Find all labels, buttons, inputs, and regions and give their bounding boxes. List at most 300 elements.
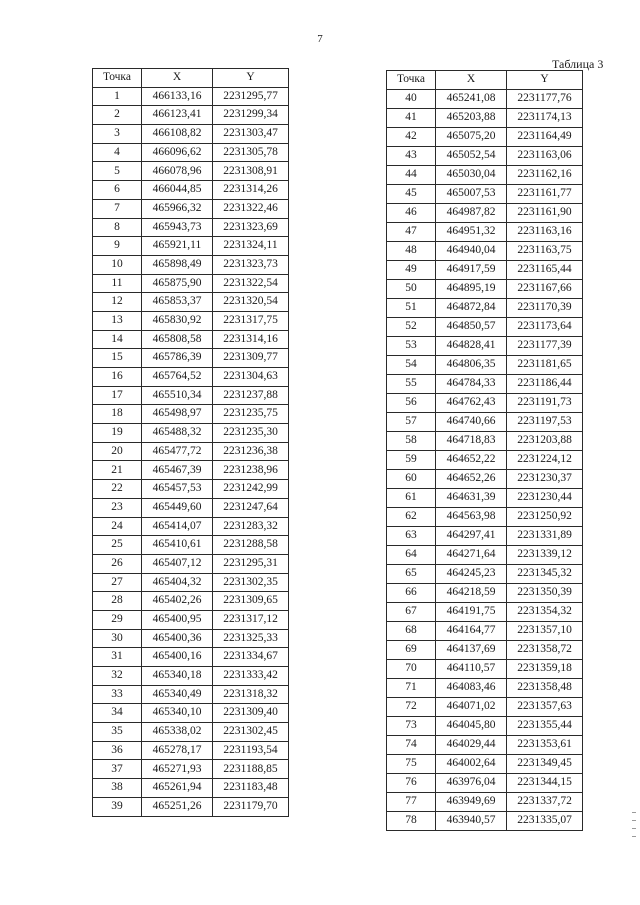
x-coordinate-cell: 464718,83 xyxy=(436,432,507,451)
y-coordinate-cell: 2231318,32 xyxy=(213,685,289,704)
table-row xyxy=(93,704,289,723)
x-coordinate-cell: 465498,97 xyxy=(142,405,213,424)
x-coordinate-cell: 465261,94 xyxy=(142,779,213,798)
point-number-cell: 30 xyxy=(93,629,142,648)
table-row xyxy=(93,797,289,816)
table-row xyxy=(387,679,583,698)
point-number-cell: 23 xyxy=(93,498,142,517)
margin-mark xyxy=(632,812,636,813)
y-coordinate-cell: 2231237,88 xyxy=(213,386,289,405)
x-coordinate-cell: 465943,73 xyxy=(142,218,213,237)
x-coordinate-cell: 464652,22 xyxy=(436,451,507,470)
point-number-cell: 59 xyxy=(387,451,436,470)
y-coordinate-cell: 2231359,18 xyxy=(507,660,583,679)
point-number-cell: 7 xyxy=(93,199,142,218)
x-coordinate-cell: 466096,62 xyxy=(142,143,213,162)
x-coordinate-cell: 465338,02 xyxy=(142,723,213,742)
x-coordinate-cell: 465251,26 xyxy=(142,797,213,816)
x-coordinate-cell: 464951,32 xyxy=(436,223,507,242)
point-number-cell: 21 xyxy=(93,461,142,480)
point-number-cell: 47 xyxy=(387,223,436,242)
x-coordinate-cell: 465404,32 xyxy=(142,573,213,592)
y-coordinate-cell: 2231303,47 xyxy=(213,125,289,144)
point-number-cell: 71 xyxy=(387,679,436,698)
table-row xyxy=(93,368,289,387)
x-coordinate-cell: 465075,20 xyxy=(436,128,507,147)
point-number-cell: 77 xyxy=(387,793,436,812)
y-coordinate-cell: 2231322,54 xyxy=(213,274,289,293)
table-row xyxy=(93,386,289,405)
table-row xyxy=(93,573,289,592)
x-coordinate-cell: 463976,04 xyxy=(436,774,507,793)
point-number-cell: 40 xyxy=(387,90,436,109)
y-coordinate-cell: 2231188,85 xyxy=(213,760,289,779)
y-coordinate-cell: 2231302,45 xyxy=(213,723,289,742)
x-coordinate-cell: 464895,19 xyxy=(436,280,507,299)
table-row xyxy=(93,480,289,499)
x-coordinate-cell: 465052,54 xyxy=(436,147,507,166)
table-row xyxy=(387,812,583,831)
point-number-cell: 45 xyxy=(387,185,436,204)
header-y: Y xyxy=(213,69,289,88)
y-coordinate-cell: 2231344,15 xyxy=(507,774,583,793)
y-coordinate-cell: 2231242,99 xyxy=(213,480,289,499)
y-coordinate-cell: 2231305,78 xyxy=(213,143,289,162)
y-coordinate-cell: 2231165,44 xyxy=(507,261,583,280)
y-coordinate-cell: 2231350,39 xyxy=(507,584,583,603)
point-number-cell: 64 xyxy=(387,546,436,565)
x-coordinate-cell: 464083,46 xyxy=(436,679,507,698)
table-row xyxy=(387,660,583,679)
y-coordinate-cell: 2231317,75 xyxy=(213,311,289,330)
x-coordinate-cell: 465007,53 xyxy=(436,185,507,204)
y-coordinate-cell: 2231250,92 xyxy=(507,508,583,527)
header-point: Точка xyxy=(387,71,436,90)
table-row xyxy=(93,330,289,349)
y-coordinate-cell: 2231317,12 xyxy=(213,610,289,629)
y-coordinate-cell: 2231357,63 xyxy=(507,698,583,717)
point-number-cell: 15 xyxy=(93,349,142,368)
x-coordinate-cell: 464297,41 xyxy=(436,527,507,546)
point-number-cell: 61 xyxy=(387,489,436,508)
table-row xyxy=(387,489,583,508)
table-row xyxy=(93,648,289,667)
table-row xyxy=(93,498,289,517)
point-number-cell: 69 xyxy=(387,641,436,660)
point-number-cell: 39 xyxy=(93,797,142,816)
point-number-cell: 67 xyxy=(387,603,436,622)
header-point: Точка xyxy=(93,69,142,88)
x-coordinate-cell: 465203,88 xyxy=(436,109,507,128)
x-coordinate-cell: 465898,49 xyxy=(142,255,213,274)
y-coordinate-cell: 2231164,49 xyxy=(507,128,583,147)
table-row xyxy=(93,162,289,181)
margin-mark xyxy=(632,828,636,829)
x-coordinate-cell: 465853,37 xyxy=(142,293,213,312)
y-coordinate-cell: 2231309,77 xyxy=(213,349,289,368)
point-number-cell: 66 xyxy=(387,584,436,603)
table-row xyxy=(387,375,583,394)
x-coordinate-cell: 464110,57 xyxy=(436,660,507,679)
point-number-cell: 35 xyxy=(93,723,142,742)
point-number-cell: 5 xyxy=(93,162,142,181)
y-coordinate-cell: 2231314,26 xyxy=(213,181,289,200)
table-row xyxy=(93,255,289,274)
table-row xyxy=(93,125,289,144)
point-number-cell: 4 xyxy=(93,143,142,162)
y-coordinate-cell: 2231322,46 xyxy=(213,199,289,218)
table-row xyxy=(387,603,583,622)
y-coordinate-cell: 2231320,54 xyxy=(213,293,289,312)
point-number-cell: 1 xyxy=(93,87,142,106)
point-number-cell: 9 xyxy=(93,237,142,256)
table-row xyxy=(93,461,289,480)
table-row xyxy=(387,546,583,565)
x-coordinate-cell: 464029,44 xyxy=(436,736,507,755)
table-row xyxy=(387,299,583,318)
point-number-cell: 38 xyxy=(93,779,142,798)
x-coordinate-cell: 465340,18 xyxy=(142,667,213,686)
y-coordinate-cell: 2231331,89 xyxy=(507,527,583,546)
y-coordinate-cell: 2231170,39 xyxy=(507,299,583,318)
y-coordinate-cell: 2231174,13 xyxy=(507,109,583,128)
y-coordinate-cell: 2231349,45 xyxy=(507,755,583,774)
y-coordinate-cell: 2231314,16 xyxy=(213,330,289,349)
point-number-cell: 36 xyxy=(93,741,142,760)
y-coordinate-cell: 2231353,61 xyxy=(507,736,583,755)
table-body-right xyxy=(387,90,583,831)
point-number-cell: 12 xyxy=(93,293,142,312)
table-body-left xyxy=(93,87,289,816)
x-coordinate-cell: 464987,82 xyxy=(436,204,507,223)
table-row xyxy=(387,318,583,337)
x-coordinate-cell: 464631,39 xyxy=(436,489,507,508)
y-coordinate-cell: 2231295,77 xyxy=(213,87,289,106)
table-row xyxy=(93,199,289,218)
table-row xyxy=(93,629,289,648)
point-number-cell: 8 xyxy=(93,218,142,237)
point-number-cell: 70 xyxy=(387,660,436,679)
x-coordinate-cell: 464762,43 xyxy=(436,394,507,413)
x-coordinate-cell: 465400,36 xyxy=(142,629,213,648)
point-number-cell: 56 xyxy=(387,394,436,413)
table-row xyxy=(387,451,583,470)
table-row xyxy=(93,106,289,125)
y-coordinate-cell: 2231355,44 xyxy=(507,717,583,736)
point-number-cell: 10 xyxy=(93,255,142,274)
table-row xyxy=(93,610,289,629)
table-row xyxy=(93,760,289,779)
table-row xyxy=(387,356,583,375)
y-coordinate-cell: 2231337,72 xyxy=(507,793,583,812)
table-row xyxy=(93,293,289,312)
point-number-cell: 73 xyxy=(387,717,436,736)
y-coordinate-cell: 2231163,16 xyxy=(507,223,583,242)
table-row xyxy=(93,517,289,536)
y-coordinate-cell: 2231235,75 xyxy=(213,405,289,424)
table-row xyxy=(93,405,289,424)
table-row xyxy=(93,274,289,293)
table-row xyxy=(93,723,289,742)
table-row xyxy=(93,237,289,256)
x-coordinate-cell: 464940,04 xyxy=(436,242,507,261)
y-coordinate-cell: 2231354,32 xyxy=(507,603,583,622)
y-coordinate-cell: 2231230,44 xyxy=(507,489,583,508)
table-row xyxy=(387,527,583,546)
y-coordinate-cell: 2231193,54 xyxy=(213,741,289,760)
table-row xyxy=(387,470,583,489)
point-number-cell: 49 xyxy=(387,261,436,280)
y-coordinate-cell: 2231163,06 xyxy=(507,147,583,166)
x-coordinate-cell: 464002,64 xyxy=(436,755,507,774)
y-coordinate-cell: 2231309,65 xyxy=(213,592,289,611)
table-row xyxy=(387,204,583,223)
y-coordinate-cell: 2231333,42 xyxy=(213,667,289,686)
y-coordinate-cell: 2231179,70 xyxy=(213,797,289,816)
y-coordinate-cell: 2231324,11 xyxy=(213,237,289,256)
x-coordinate-cell: 464218,59 xyxy=(436,584,507,603)
table-row xyxy=(387,242,583,261)
y-coordinate-cell: 2231183,48 xyxy=(213,779,289,798)
y-coordinate-cell: 2231323,69 xyxy=(213,218,289,237)
table-row xyxy=(93,181,289,200)
point-number-cell: 22 xyxy=(93,480,142,499)
x-coordinate-cell: 465407,12 xyxy=(142,554,213,573)
point-number-cell: 48 xyxy=(387,242,436,261)
point-number-cell: 54 xyxy=(387,356,436,375)
y-coordinate-cell: 2231162,16 xyxy=(507,166,583,185)
y-coordinate-cell: 2231161,90 xyxy=(507,204,583,223)
table-row xyxy=(93,667,289,686)
x-coordinate-cell: 465402,26 xyxy=(142,592,213,611)
y-coordinate-cell: 2231203,88 xyxy=(507,432,583,451)
table-row xyxy=(387,109,583,128)
table-row xyxy=(387,147,583,166)
y-coordinate-cell: 2231323,73 xyxy=(213,255,289,274)
x-coordinate-cell: 464563,98 xyxy=(436,508,507,527)
table-row xyxy=(387,698,583,717)
y-coordinate-cell: 2231334,67 xyxy=(213,648,289,667)
y-coordinate-cell: 2231238,96 xyxy=(213,461,289,480)
point-number-cell: 58 xyxy=(387,432,436,451)
point-number-cell: 50 xyxy=(387,280,436,299)
point-number-cell: 57 xyxy=(387,413,436,432)
y-coordinate-cell: 2231308,91 xyxy=(213,162,289,181)
table-row xyxy=(387,90,583,109)
x-coordinate-cell: 465510,34 xyxy=(142,386,213,405)
x-coordinate-cell: 465921,11 xyxy=(142,237,213,256)
y-coordinate-cell: 2231304,63 xyxy=(213,368,289,387)
x-coordinate-cell: 464245,23 xyxy=(436,565,507,584)
point-number-cell: 62 xyxy=(387,508,436,527)
x-coordinate-cell: 465400,16 xyxy=(142,648,213,667)
table-row xyxy=(387,717,583,736)
table-row xyxy=(387,128,583,147)
point-number-cell: 31 xyxy=(93,648,142,667)
table-caption: Таблица 3 xyxy=(552,57,604,71)
point-number-cell: 24 xyxy=(93,517,142,536)
table-row xyxy=(93,592,289,611)
table-row xyxy=(93,741,289,760)
point-number-cell: 46 xyxy=(387,204,436,223)
x-coordinate-cell: 464740,66 xyxy=(436,413,507,432)
point-number-cell: 53 xyxy=(387,337,436,356)
table-row xyxy=(387,432,583,451)
y-coordinate-cell: 2231345,32 xyxy=(507,565,583,584)
point-number-cell: 32 xyxy=(93,667,142,686)
point-number-cell: 18 xyxy=(93,405,142,424)
y-coordinate-cell: 2231358,48 xyxy=(507,679,583,698)
table-row xyxy=(387,584,583,603)
x-coordinate-cell: 465030,04 xyxy=(436,166,507,185)
table-row xyxy=(387,755,583,774)
point-number-cell: 34 xyxy=(93,704,142,723)
header-x: X xyxy=(436,71,507,90)
table-header-row xyxy=(93,69,289,88)
x-coordinate-cell: 464137,69 xyxy=(436,641,507,660)
x-coordinate-cell: 465786,39 xyxy=(142,349,213,368)
point-number-cell: 44 xyxy=(387,166,436,185)
x-coordinate-cell: 464271,64 xyxy=(436,546,507,565)
x-coordinate-cell: 465340,49 xyxy=(142,685,213,704)
x-coordinate-cell: 465477,72 xyxy=(142,442,213,461)
point-number-cell: 74 xyxy=(387,736,436,755)
x-coordinate-cell: 464806,35 xyxy=(436,356,507,375)
table-row xyxy=(387,261,583,280)
table-row xyxy=(387,223,583,242)
point-number-cell: 20 xyxy=(93,442,142,461)
y-coordinate-cell: 2231288,58 xyxy=(213,536,289,555)
y-coordinate-cell: 2231339,12 xyxy=(507,546,583,565)
y-coordinate-cell: 2231173,64 xyxy=(507,318,583,337)
y-coordinate-cell: 2231357,10 xyxy=(507,622,583,641)
x-coordinate-cell: 465241,08 xyxy=(436,90,507,109)
y-coordinate-cell: 2231177,39 xyxy=(507,337,583,356)
y-coordinate-cell: 2231283,32 xyxy=(213,517,289,536)
point-number-cell: 28 xyxy=(93,592,142,611)
x-coordinate-cell: 465400,95 xyxy=(142,610,213,629)
x-coordinate-cell: 464917,59 xyxy=(436,261,507,280)
table-row xyxy=(93,779,289,798)
margin-mark xyxy=(632,820,636,821)
x-coordinate-cell: 465278,17 xyxy=(142,741,213,760)
table-row xyxy=(93,554,289,573)
x-coordinate-cell: 464652,26 xyxy=(436,470,507,489)
y-coordinate-cell: 2231186,44 xyxy=(507,375,583,394)
y-coordinate-cell: 2231236,38 xyxy=(213,442,289,461)
page-number: 7 xyxy=(317,33,323,45)
point-number-cell: 68 xyxy=(387,622,436,641)
table-row xyxy=(387,774,583,793)
x-coordinate-cell: 465488,32 xyxy=(142,424,213,443)
table-row xyxy=(387,641,583,660)
point-number-cell: 51 xyxy=(387,299,436,318)
y-coordinate-cell: 2231230,37 xyxy=(507,470,583,489)
table-row xyxy=(387,736,583,755)
point-number-cell: 52 xyxy=(387,318,436,337)
x-coordinate-cell: 465340,10 xyxy=(142,704,213,723)
coordinates-table-left xyxy=(92,68,289,817)
point-number-cell: 60 xyxy=(387,470,436,489)
x-coordinate-cell: 464191,75 xyxy=(436,603,507,622)
table-row xyxy=(93,685,289,704)
y-coordinate-cell: 2231302,35 xyxy=(213,573,289,592)
x-coordinate-cell: 465966,32 xyxy=(142,199,213,218)
y-coordinate-cell: 2231161,77 xyxy=(507,185,583,204)
y-coordinate-cell: 2231177,76 xyxy=(507,90,583,109)
coordinates-table-right xyxy=(386,70,583,831)
header-y: Y xyxy=(507,71,583,90)
point-number-cell: 26 xyxy=(93,554,142,573)
table-row xyxy=(93,349,289,368)
table-row xyxy=(387,622,583,641)
table-row xyxy=(387,413,583,432)
point-number-cell: 2 xyxy=(93,106,142,125)
x-coordinate-cell: 465271,93 xyxy=(142,760,213,779)
point-number-cell: 75 xyxy=(387,755,436,774)
x-coordinate-cell: 464784,33 xyxy=(436,375,507,394)
x-coordinate-cell: 465449,60 xyxy=(142,498,213,517)
x-coordinate-cell: 465808,58 xyxy=(142,330,213,349)
y-coordinate-cell: 2231325,33 xyxy=(213,629,289,648)
point-number-cell: 25 xyxy=(93,536,142,555)
x-coordinate-cell: 464828,41 xyxy=(436,337,507,356)
x-coordinate-cell: 464045,80 xyxy=(436,717,507,736)
table-row xyxy=(93,311,289,330)
x-coordinate-cell: 465875,90 xyxy=(142,274,213,293)
y-coordinate-cell: 2231197,53 xyxy=(507,413,583,432)
point-number-cell: 65 xyxy=(387,565,436,584)
table-header-row xyxy=(387,71,583,90)
point-number-cell: 55 xyxy=(387,375,436,394)
y-coordinate-cell: 2231295,31 xyxy=(213,554,289,573)
x-coordinate-cell: 466133,16 xyxy=(142,87,213,106)
point-number-cell: 43 xyxy=(387,147,436,166)
x-coordinate-cell: 464872,84 xyxy=(436,299,507,318)
point-number-cell: 19 xyxy=(93,424,142,443)
y-coordinate-cell: 2231247,64 xyxy=(213,498,289,517)
x-coordinate-cell: 465410,61 xyxy=(142,536,213,555)
table-row xyxy=(93,442,289,461)
point-number-cell: 33 xyxy=(93,685,142,704)
y-coordinate-cell: 2231309,40 xyxy=(213,704,289,723)
table-row xyxy=(387,565,583,584)
table-row xyxy=(387,166,583,185)
table-row xyxy=(93,536,289,555)
point-number-cell: 11 xyxy=(93,274,142,293)
x-coordinate-cell: 463940,57 xyxy=(436,812,507,831)
point-number-cell: 14 xyxy=(93,330,142,349)
y-coordinate-cell: 2231181,65 xyxy=(507,356,583,375)
table-row xyxy=(387,337,583,356)
point-number-cell: 6 xyxy=(93,181,142,200)
y-coordinate-cell: 2231235,30 xyxy=(213,424,289,443)
y-coordinate-cell: 2231358,72 xyxy=(507,641,583,660)
table-row xyxy=(387,185,583,204)
point-number-cell: 76 xyxy=(387,774,436,793)
point-number-cell: 27 xyxy=(93,573,142,592)
x-coordinate-cell: 464071,02 xyxy=(436,698,507,717)
x-coordinate-cell: 465457,53 xyxy=(142,480,213,499)
x-coordinate-cell: 466123,41 xyxy=(142,106,213,125)
x-coordinate-cell: 465414,07 xyxy=(142,517,213,536)
header-x: X xyxy=(142,69,213,88)
point-number-cell: 41 xyxy=(387,109,436,128)
table-row xyxy=(387,394,583,413)
table-row xyxy=(387,280,583,299)
table-row xyxy=(93,87,289,106)
y-coordinate-cell: 2231191,73 xyxy=(507,394,583,413)
